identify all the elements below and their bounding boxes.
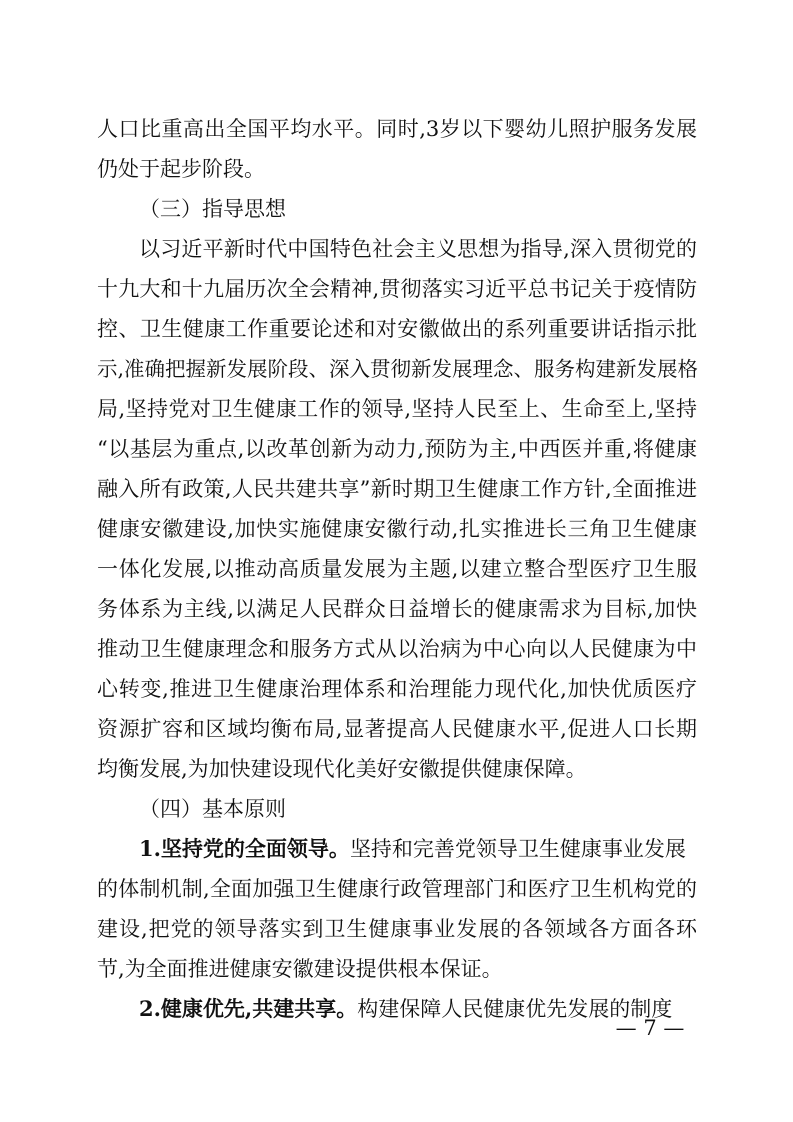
- body-text-line: 示,准确把握新发展阶段、深入贯彻新发展理念、服务构建新发展格: [97, 357, 699, 381]
- body-text-line: 融入所有政策,人民共建共享”新时期卫生健康工作方针,全面推进: [97, 477, 697, 501]
- principle-text: 坚持和完善党领导卫生健康事业发展: [349, 837, 686, 861]
- body-text-line: 以习近平新时代中国特色社会主义思想为指导,深入贯彻党的: [139, 237, 697, 261]
- principle-text: 构建保障人民健康优先发展的制度: [357, 997, 673, 1021]
- body-text-line: 均衡发展,为加快建设现代化美好安徽提供健康保障。: [97, 757, 587, 781]
- body-text-line: 一体化发展,以推动高质量发展为主题,以建立整合型医疗卫生服: [97, 557, 697, 581]
- principle-title: 2.健康优先,共建共享。: [139, 996, 358, 1021]
- body-text-line: 十九大和十九届历次全会精神,贯彻落实习近平总书记关于疫情防: [97, 277, 697, 301]
- section-heading: （三）指导思想: [139, 197, 286, 221]
- body-text-line: 局,坚持党对卫生健康工作的领导,坚持人民至上、生命至上,坚持: [97, 397, 697, 421]
- body-text-line: 资源扩容和区域均衡布局,显著提高人民健康水平,促进人口长期: [97, 717, 697, 741]
- body-text-line: 推动卫生健康理念和服务方式从以治病为中心向以人民健康为中: [97, 637, 697, 661]
- body-text-line: 控、卫生健康工作重要论述和对安徽做出的系列重要讲话指示批: [97, 317, 697, 341]
- principle-line: [139, 829, 697, 869]
- body-text-line: 的体制机制,全面加强卫生健康行政管理部门和医疗卫生机构党的: [97, 877, 697, 901]
- body-text-line: 务体系为主线,以满足人民群众日益增长的健康需求为目标,加快: [97, 597, 697, 621]
- body-text-line: 仍处于起步阶段。: [97, 157, 265, 181]
- body-text-line: “以基层为重点,以改革创新为动力,预防为主,中西医并重,将健康: [97, 437, 697, 461]
- body-text-line: 健康安徽建设,加快实施健康安徽行动,扎实推进长三角卫生健康: [97, 517, 697, 541]
- body-text-line: 人口比重高出全国平均水平。同时,3岁以下婴幼儿照护服务发展: [97, 117, 697, 141]
- body-text-line: 心转变,推进卫生健康治理体系和治理能力现代化,加快优质医疗: [97, 677, 697, 701]
- body-text-line: 节,为全面推进健康安徽建设提供根本保证。: [97, 957, 503, 981]
- section-heading: （四）基本原则: [139, 797, 286, 821]
- page-number: — 7 —: [615, 1016, 685, 1040]
- principle-title: 1.坚持党的全面领导。: [139, 836, 350, 861]
- body-text-line: 建设,把党的领导落实到卫生健康事业发展的各领域各方面各环: [97, 917, 697, 941]
